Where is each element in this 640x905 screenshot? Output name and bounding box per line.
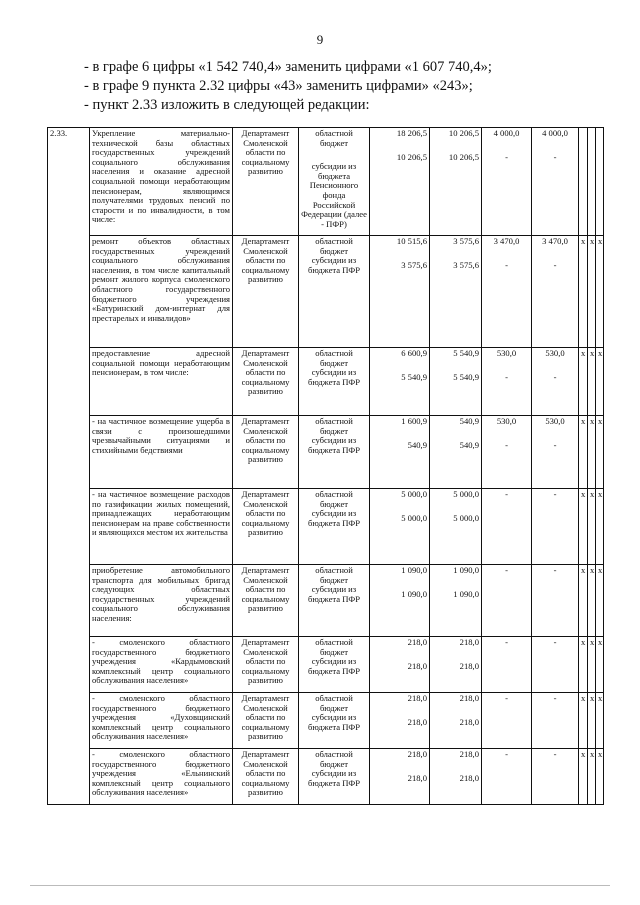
year-3-cell xyxy=(532,637,579,693)
value: 218,0 xyxy=(407,637,427,647)
description-cell: Укрепление материально-технической базы областных государственных учреждений социального обслуживания населения и оказание адресной социальной помощи неработающим пенсионерам, являющимся получателями трудовых пенсий по старости и по инвалидности, в том числе: xyxy=(90,128,233,236)
table-row xyxy=(48,693,604,749)
mark-cell xyxy=(596,128,604,236)
mark-cell: x xyxy=(596,416,604,489)
executor-cell: Департамент Смоленской области по социальному развитию xyxy=(233,489,299,565)
source-regional: областной бюджет xyxy=(315,348,353,368)
value: 530,0 xyxy=(496,348,517,358)
value: 5 540,9 xyxy=(401,371,427,382)
value: 4 000,0 xyxy=(493,128,520,138)
value: - xyxy=(553,259,557,270)
value: 5 540,9 xyxy=(453,371,479,382)
value: 1 090,0 xyxy=(401,588,427,599)
item-number-cell: 2.33. xyxy=(48,128,90,805)
value: - xyxy=(553,693,557,703)
mark-cell: x xyxy=(596,489,604,565)
executor-cell: Департамент Смоленской области по социальному развитию xyxy=(233,565,299,637)
mark-cell: x xyxy=(596,637,604,693)
year-1-cell xyxy=(430,693,482,749)
value: 540,9 xyxy=(459,416,479,426)
year-3-cell xyxy=(532,416,579,489)
year-3-cell xyxy=(532,348,579,416)
mark-cell: x xyxy=(588,416,596,489)
value: 218,0 xyxy=(459,716,479,727)
value: - xyxy=(505,693,508,703)
description-cell: предоставление адресной социальной помощи неработающим пенсионерам, в том числе: xyxy=(90,348,233,416)
value: 530,0 xyxy=(496,416,517,426)
value: 3 575,6 xyxy=(453,259,479,270)
year-2-cell xyxy=(482,416,532,489)
table-row xyxy=(48,236,604,348)
year-1-cell xyxy=(430,128,482,236)
year-1-cell xyxy=(430,348,482,416)
instruction-line: - в графе 9 пункта 2.32 цифры «43» заменить цифрами» «243»; xyxy=(84,78,473,94)
program-table xyxy=(47,127,604,805)
value: - xyxy=(505,489,508,499)
source-regional: областной бюджет xyxy=(315,489,353,509)
description-cell: приобретение автомобильного транспорта для мобильных бригад следующих областных государственных учреждений социального обслуживания населения: xyxy=(90,565,233,637)
year-3-cell xyxy=(532,749,579,805)
value: - xyxy=(553,489,557,499)
year-2-cell xyxy=(482,348,532,416)
value: 5 000,0 xyxy=(401,512,427,523)
value: - xyxy=(505,565,508,575)
value: - xyxy=(553,151,557,162)
table-row xyxy=(48,489,604,565)
executor-cell: Департамент Смоленской области по социальному развитию xyxy=(233,637,299,693)
instruction-line: - пункт 2.33 изложить в следующей редакции: xyxy=(84,97,370,113)
value: 218,0 xyxy=(459,693,479,703)
table-row xyxy=(48,749,604,805)
value: - xyxy=(553,749,557,759)
year-1-cell xyxy=(430,236,482,348)
total-cell xyxy=(370,749,430,805)
funding-source-cell xyxy=(299,416,370,489)
total-cell xyxy=(370,637,430,693)
year-2-cell xyxy=(482,236,532,348)
mark-cell: x xyxy=(579,565,588,637)
mark-cell: x xyxy=(596,565,604,637)
value: 218,0 xyxy=(407,749,427,759)
mark-cell: x xyxy=(588,565,596,637)
amendment-instructions xyxy=(84,58,584,115)
year-1-cell xyxy=(430,749,482,805)
year-2-cell xyxy=(482,749,532,805)
total-cell xyxy=(370,128,430,236)
value: 218,0 xyxy=(459,772,479,783)
year-1-cell xyxy=(430,416,482,489)
value: - xyxy=(553,371,557,382)
value: 218,0 xyxy=(459,749,479,759)
source-pension-fund: субсидии из бюджета ПФР xyxy=(308,768,360,788)
year-3-cell xyxy=(532,128,579,236)
year-1-cell xyxy=(430,489,482,565)
value: 218,0 xyxy=(407,660,427,671)
mark-cell: x xyxy=(596,749,604,805)
value: - xyxy=(505,439,508,450)
value: 540,9 xyxy=(459,439,479,450)
year-1-cell xyxy=(430,565,482,637)
mark-cell: x xyxy=(579,416,588,489)
year-2-cell xyxy=(482,128,532,236)
year-3-cell xyxy=(532,693,579,749)
source-pension-fund: субсидии из бюджета Пенсионного фонда Российской Федерации (далее - ПФР) xyxy=(301,161,367,229)
total-cell xyxy=(370,693,430,749)
year-3-cell xyxy=(532,489,579,565)
description-cell: ремонт объектов областных государственных учреждений социального обслуживания населения, в том числе капитальный ремонт жилого корпуса смоленского областного государственного бюджетного учреждения «Батуринский дом-интернат для престарелых и инвалидов» xyxy=(90,236,233,348)
value: 10 206,5 xyxy=(448,128,479,138)
source-regional: областной бюджет xyxy=(315,416,353,436)
year-3-cell xyxy=(532,236,579,348)
value: 218,0 xyxy=(407,772,427,783)
description-cell: - смоленского областного государственного бюджетного учреждения «Ельнинский комплексный центр социального обслуживания населения» xyxy=(90,749,233,805)
description-cell: - смоленского областного государственного бюджетного учреждения «Духовщинский комплексный центр социального обслуживания населения» xyxy=(90,693,233,749)
value: - xyxy=(505,259,508,270)
value: 4 000,0 xyxy=(542,128,568,138)
total-cell xyxy=(370,348,430,416)
value: 218,0 xyxy=(459,637,479,647)
value: 218,0 xyxy=(407,716,427,727)
mark-cell: x xyxy=(579,489,588,565)
executor-cell: Департамент Смоленской области по социальному развитию xyxy=(233,348,299,416)
value: 3 575,6 xyxy=(401,259,427,270)
mark-cell: x xyxy=(579,693,588,749)
page-bottom-divider xyxy=(30,885,610,886)
year-1-cell xyxy=(430,637,482,693)
executor-cell: Департамент Смоленской области по социальному развитию xyxy=(233,236,299,348)
mark-cell: x xyxy=(588,236,596,348)
table-row xyxy=(48,637,604,693)
value: 10 206,5 xyxy=(396,151,427,162)
value: 5 000,0 xyxy=(453,512,479,523)
source-pension-fund: субсидии из бюджета ПФР xyxy=(308,656,360,676)
value: 5 000,0 xyxy=(401,489,427,499)
mark-cell: x xyxy=(579,749,588,805)
source-regional: областной бюджет xyxy=(315,236,353,256)
executor-cell: Департамент Смоленской области по социальному развитию xyxy=(233,693,299,749)
source-pension-fund: субсидии из бюджета ПФР xyxy=(308,584,360,604)
value: 5 000,0 xyxy=(453,489,479,499)
funding-source-cell xyxy=(299,128,370,236)
source-regional: областной бюджет xyxy=(315,128,353,148)
funding-source-cell xyxy=(299,236,370,348)
table-row xyxy=(48,348,604,416)
mark-cell: x xyxy=(588,749,596,805)
table-body xyxy=(48,128,604,805)
source-pension-fund: субсидии из бюджета ПФР xyxy=(308,367,360,387)
value: 1 090,0 xyxy=(401,565,427,575)
value: 3 470,0 xyxy=(493,236,520,246)
year-2-cell xyxy=(482,489,532,565)
funding-source-cell xyxy=(299,565,370,637)
total-cell xyxy=(370,565,430,637)
mark-cell: x xyxy=(588,637,596,693)
value: 5 540,9 xyxy=(453,348,479,358)
mark-cell: x xyxy=(579,637,588,693)
value: 218,0 xyxy=(459,660,479,671)
description-cell: - на частичное возмещение ущерба в связи с произошедшими чрезвычайными ситуациями и стихийными бедствиями xyxy=(90,416,233,489)
mark-cell xyxy=(588,128,596,236)
mark-cell: x xyxy=(596,236,604,348)
source-pension-fund: субсидии из бюджета ПФР xyxy=(308,255,360,275)
value: 530,0 xyxy=(545,348,565,358)
source-regional: областной бюджет xyxy=(315,637,353,657)
executor-cell: Департамент Смоленской области по социальному развитию xyxy=(233,416,299,489)
mark-cell: x xyxy=(596,693,604,749)
value: - xyxy=(505,151,508,162)
table-row xyxy=(48,416,604,489)
funding-source-cell xyxy=(299,348,370,416)
instruction-line: - в графе 6 цифры «1 542 740,4» заменить цифрами «1 607 740,4»; xyxy=(84,59,492,75)
value: 10 515,6 xyxy=(396,236,427,246)
source-pension-fund: субсидии из бюджета ПФР xyxy=(308,712,360,732)
value: 3 470,0 xyxy=(542,236,568,246)
source-pension-fund: субсидии из бюджета ПФР xyxy=(308,435,360,455)
source-regional: областной бюджет xyxy=(315,749,353,769)
value: 18 206,5 xyxy=(396,128,427,138)
funding-source-cell xyxy=(299,749,370,805)
value: - xyxy=(505,637,508,647)
mark-cell: x xyxy=(588,489,596,565)
value: - xyxy=(553,439,557,450)
description-cell: - на частичное возмещение расходов по газификации жилых помещений, принадлежащих неработающим пенсионерам на праве собственности и являющихся местом их жительства xyxy=(90,489,233,565)
value: 3 575,6 xyxy=(453,236,479,246)
total-cell xyxy=(370,416,430,489)
value: - xyxy=(505,749,508,759)
table-row xyxy=(48,128,604,236)
funding-source-cell xyxy=(299,693,370,749)
funding-source-cell xyxy=(299,489,370,565)
value: 530,0 xyxy=(545,416,565,426)
mark-cell: x xyxy=(596,348,604,416)
executor-cell: Департамент Смоленской области по социальному развитию xyxy=(233,749,299,805)
source-regional: областной бюджет xyxy=(315,693,353,713)
table-row xyxy=(48,565,604,637)
value: 1 090,0 xyxy=(453,565,479,575)
funding-source-cell xyxy=(299,637,370,693)
value: - xyxy=(553,637,557,647)
description-cell: - смоленского областного государственного бюджетного учреждения «Кардымовский комплексный центр социального обслуживания населения» xyxy=(90,637,233,693)
mark-cell xyxy=(579,128,588,236)
total-cell xyxy=(370,236,430,348)
value: 540,9 xyxy=(407,439,427,450)
page-number: 9 xyxy=(316,32,324,47)
source-regional: областной бюджет xyxy=(315,565,353,585)
value: 218,0 xyxy=(407,693,427,703)
value: 1 600,9 xyxy=(401,416,427,426)
executor-cell: Департамент Смоленской области по социальному развитию xyxy=(233,128,299,236)
value: - xyxy=(553,565,557,575)
value: 1 090,0 xyxy=(453,588,479,599)
year-2-cell xyxy=(482,693,532,749)
year-2-cell xyxy=(482,565,532,637)
total-cell xyxy=(370,489,430,565)
mark-cell: x xyxy=(579,236,588,348)
value: 10 206,5 xyxy=(448,151,479,162)
value: 6 600,9 xyxy=(401,348,427,358)
mark-cell: x xyxy=(588,348,596,416)
mark-cell: x xyxy=(588,693,596,749)
year-3-cell xyxy=(532,565,579,637)
source-pension-fund: субсидии из бюджета ПФР xyxy=(308,508,360,528)
value: - xyxy=(505,371,508,382)
year-2-cell xyxy=(482,637,532,693)
mark-cell: x xyxy=(579,348,588,416)
